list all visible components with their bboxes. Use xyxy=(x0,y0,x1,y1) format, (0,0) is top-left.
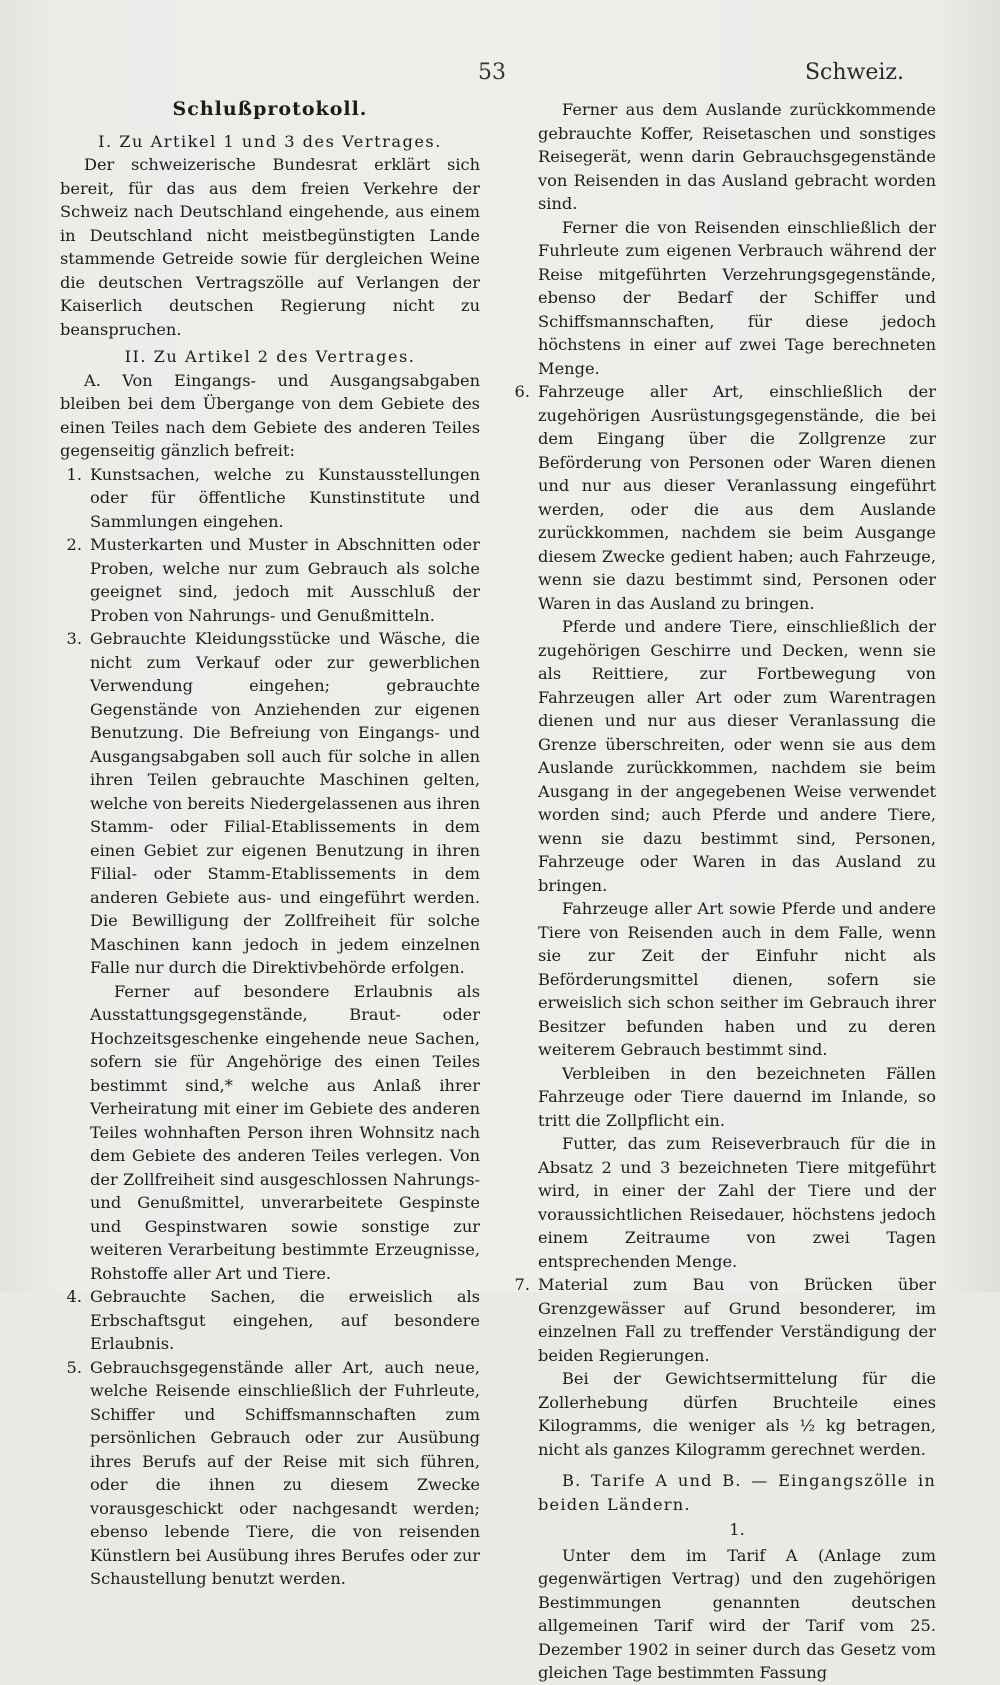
item-number: 6. xyxy=(514,382,530,401)
running-title: Schweiz. xyxy=(804,60,904,85)
list-item-6 xyxy=(508,380,936,615)
item-number: 5. xyxy=(66,1357,82,1377)
list-item-3 xyxy=(60,627,480,980)
paragraph: Unter dem im Tarif A (Anlage zum gegenwärtigen Vertrag) und den zugehörigen Bestimmungen genannten deutschen allgemeinen Tarif wird der Tarif vom 25. Dezember 1902 in seiner durch das Gesetz vom gleichen Tage bestimmten Fassung xyxy=(538,1545,936,1682)
list-item-7 xyxy=(508,1273,936,1367)
paragraph-I: Der schweizerische Bundesrat erklärt sich bereit, für das aus dem freien Verkehre der Schweiz nach Deutschland eingehende, aus einem in Deutschland nicht meistbegünstigten Lande stammende Getreide sowie für dergleichen Weine die deutschen Vertragszölle auf Verlangen der Kaiserlich deutschen Regierung nicht zu beanspruchen. xyxy=(60,155,480,339)
item-text: Material zum Bau von Brücken über Grenzgewässer auf Grund besonderer, im einzelnen Fall zu treffender Verständigung der beiden Regierungen. xyxy=(538,1275,936,1365)
item-number: 4. xyxy=(66,1287,82,1306)
list-item-2 xyxy=(60,533,480,627)
section-heading-I: I. Zu Artikel 1 und 3 des Vertrages. xyxy=(98,131,442,151)
paragraph: Fahrzeuge aller Art sowie Pferde und andere Tiere von Reisenden auch in dem Falle, wenn sie zur Zeit der Einfuhr nicht als Beförderungsmittel dienen, sofern sie erweislich sich schon seither im Gebrauch ihrer Besitzer befunden haben und zu deren weiterem Gebrauch bestimmt sind. xyxy=(538,899,936,1059)
paragraph: Ferner aus dem Auslande zurückkommende gebrauchte Koffer, Reisetaschen und sonstiges Reisegerät, wenn darin Gebrauchsgegenstände von Reisenden in das Ausland gebracht worden sind. xyxy=(538,100,936,213)
item-number: 3. xyxy=(66,629,82,648)
section-heading-II: II. Zu Artikel 2 des Vertrages. xyxy=(124,347,416,366)
right-column xyxy=(514,98,936,1685)
item-text: Fahrzeuge aller Art, einschließlich der zugehörigen Ausrüstungsgegenstände, die bei dem Eingang über die Zollgrenze zur Beförderung von Personen oder Waren dienen und nur aus dieser Veranlassung eingeführt werden, oder die aus dem Auslande zurückkommen, nachdem sie beim Ausgange diesem Zwecke gedient haben; auch Fahrzeuge, wenn sie dazu bestimmt sind, Personen oder Waren in das Ausland zu bringen. xyxy=(538,382,936,613)
item-text: Gebrauchte Kleidungsstücke und Wäsche, die nicht zum Verkauf oder zur gewerblichen Verwendung eingehen; gebrauchte Gegenstände von Anziehenden zur eigenen Benutzung. Die Befreiung von Eingangs- und Ausgangsabgaben soll auch für solche in allen ihren Teilen gebrauchte Maschinen gelten, welche von bereits Niedergelassenen aus ihren Stamm- oder Filial-Etablissements in dem einen Gebiet zur eigenen Benutzung in ihren Filial- oder Stamm-Etablissements in dem anderen Gebiete aus- und eingeführt werden. Die Bewilligung der Zollfreiheit für solche Maschinen kann jedoch in jedem einzelnen Falle nur durch die Direktivbehörde erfolgen. xyxy=(90,629,480,977)
item-number: 2. xyxy=(66,535,82,554)
list-item-5 xyxy=(60,1356,480,1591)
page-header xyxy=(0,60,1000,90)
section-heading-B: B. Tarife A und B. — Eingangszölle in beiden Ländern. xyxy=(538,1471,936,1514)
item-text: Musterkarten und Muster in Abschnitten oder Proben, welche nur zum Gebrauch als solche geeignet sind, jedoch mit Ausschluß der Proben von Nahrungs- und Genußmitteln. xyxy=(90,535,480,625)
list-item-1 xyxy=(60,463,480,534)
list-item-4 xyxy=(60,1285,480,1356)
item-text: Gebrauchsgegenstände aller Art, auch neue, welche Reisende einschließlich der Fuhrleute, Schiffer und Schiffsmannschaften zum persönlichen Gebrauch oder zur Ausübung ihres Berufs auf der Reise mit sich führen, oder die ihnen zu diesem Zwecke vorausgeschickt oder nachgesandt werden; ebenso lebende Tiere, die von reisenden Künstlern bei Ausübung ihres Berufes oder zur Schaustellung benutzt werden. xyxy=(90,1357,480,1588)
item-text: Gebrauchte Sachen, die erweislich als Erbschaftsgut eingehen, auf besondere Erlaubnis. xyxy=(90,1287,480,1353)
item-text: Ferner auf besondere Erlaubnis als Ausstattungsgegenstände, Braut- oder Hochzeitsgeschenke eingehende neue Sachen, sofern sie für Angehörige des einen Teiles bestimmt sind,* welche aus Anlaß ihrer Verheiratung mit einer im Gebiete des anderen Teiles wohnhaften Person ihren Wohnsitz nach dem Gebiete des anderen Teiles verlegen. Von der Zollfreiheit sind ausgeschlossen Nahrungs- und Genußmittel, unverarbeitete Gespinste und Gespinstwaren sowie sonstige zur weiteren Verarbeitung bestimmte Erzeugnisse, Rohstoffe aller Art und Tiere. xyxy=(90,981,480,1283)
item-number: 1. xyxy=(66,464,82,484)
document-title: Schlußprotokoll. xyxy=(172,98,368,120)
item-text: Kunstsachen, welche zu Kunstausstellungen oder für öffentliche Kunstinstitute und Sammlungen eingehen. xyxy=(90,464,480,531)
item-number: 7. xyxy=(514,1275,530,1294)
paragraph: Bei der Gewichtsermittelung für die Zollerhebung dürfen Bruchteile eines Kilogramms, die weniger als ½ kg betragen, nicht als ganzes Kilogramm gerechnet werden. xyxy=(538,1369,936,1459)
list-item-3-continuation xyxy=(60,980,480,1286)
paragraph: Futter, das zum Reiseverbrauch für die in Absatz 2 und 3 bezeichneten Tiere mitgeführt wird, in einer der Zahl der Tiere und der voraussichtlichen Reisedauer, höchstens jedoch einem Zeitraume von zwei Tagen entsprechenden Menge. xyxy=(538,1134,936,1271)
paragraph: Ferner die von Reisenden einschließlich der Fuhrleute zum eigenen Verbrauch während der Reise mitgeführten Verzehrungsgegenstände, ebenso der Bedarf der Schiffer und Schiffsmannschaften, für diese jedoch höchstens in einer auf zwei Tage berechneten Menge. xyxy=(538,217,936,378)
paragraph: Pferde und andere Tiere, einschließlich der zugehörigen Geschirre und Decken, wenn sie als Reittiere, zur Fortbewegung von Fahrzeugen aller Art oder zum Warentragen dienen und nur aus dieser Veranlassung die Grenze überschreiten, oder wenn sie aus dem Auslande zurückkommen, nachdem sie beim Ausgang in der angegebenen Weise verwendet worden sind; auch Pferde und andere Tiere, wenn sie dazu bestimmt sind, Personen, Fahrzeuge oder Waren in das Ausland zu bringen. xyxy=(538,617,936,895)
paragraph: Verbleiben in den bezeichneten Fällen Fahrzeuge oder Tiere dauernd im Inlande, so tritt die Zollpflicht ein. xyxy=(538,1063,936,1130)
left-column xyxy=(60,98,480,1591)
subsection-number: 1. xyxy=(729,1520,745,1539)
page-number: 53 xyxy=(478,60,506,85)
paragraph-A: A. Von Eingangs- und Ausgangsabgaben bleiben bei dem Übergange von dem Gebiete des einen Teiles nach dem Gebiete des anderen Teiles gegenseitig gänzlich befreit: xyxy=(60,370,480,460)
